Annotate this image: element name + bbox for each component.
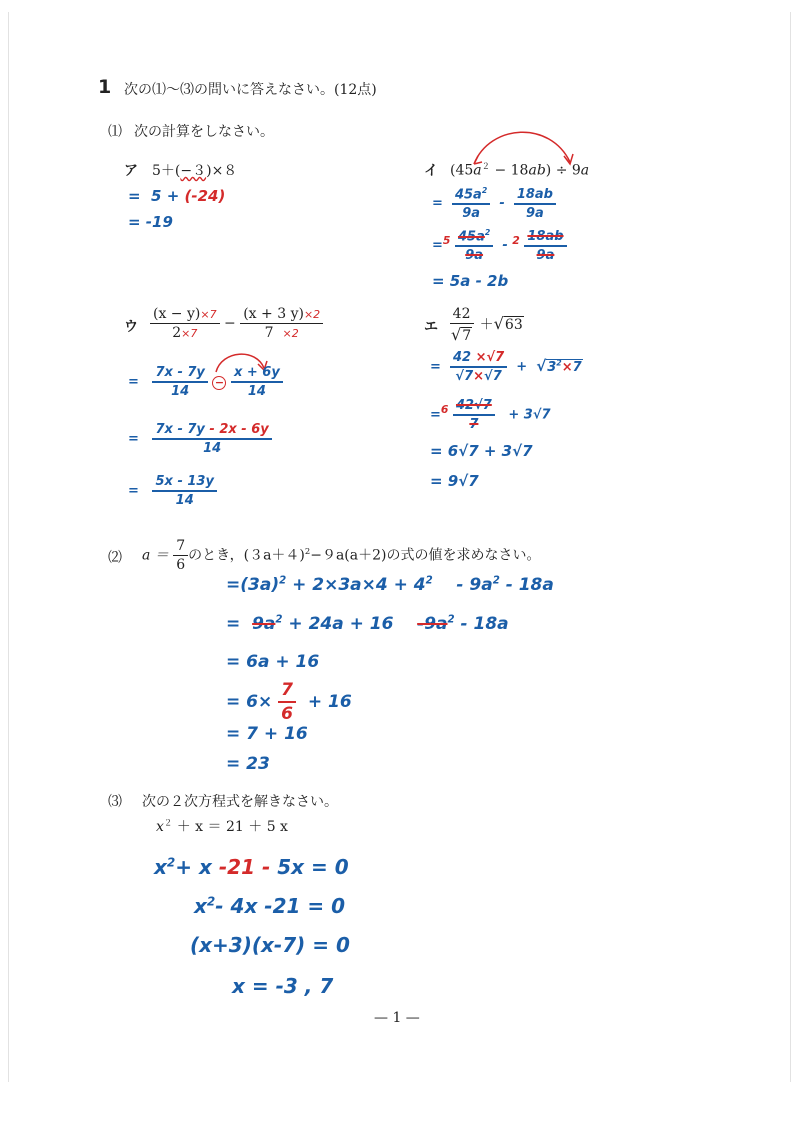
q3-problem — [156, 816, 288, 836]
q3-step1-r1: -21 — [211, 855, 255, 879]
q2-step4 — [226, 680, 352, 724]
q1e-step1-rad-exp: 2 — [556, 358, 562, 368]
q1e-step1-rad-b: 7 — [572, 359, 582, 375]
q1u-problem-m1d: ×7 — [181, 327, 198, 340]
q1u-step1-n1: 7x - 7y — [152, 365, 207, 383]
q3-problem-x: x — [156, 819, 164, 835]
q1e-step1-n-red: ×√7 — [471, 350, 505, 365]
q1e-step4: = 9√7 — [430, 472, 479, 490]
q1e-label: エ — [424, 319, 438, 335]
q1i-step1-n2: 18ab — [514, 187, 556, 205]
q1a-step2: = -19 — [128, 213, 173, 231]
q1i-step1 — [432, 186, 556, 221]
q1i-step1-n1: 45a — [454, 187, 482, 203]
q3-step1-a: + x — [175, 855, 212, 879]
q1e-step1-d2: 7 — [492, 369, 502, 384]
q1e-problem-plus: ＋ — [479, 317, 494, 333]
q1u-step1-d1: 14 — [171, 384, 190, 399]
q1u-step1-minus-circled: − — [212, 376, 226, 390]
q2-step3: = 6a + 16 — [226, 652, 320, 672]
q1u-problem-frac1 — [150, 306, 220, 341]
q1a-label: ア — [124, 163, 138, 179]
q1i-step2-cancel5: 5 — [442, 233, 451, 247]
q2-step2-eq: = — [226, 614, 241, 634]
q1a-step1-eq: = — [128, 187, 141, 205]
q3-step1 — [154, 855, 349, 879]
q1i-step2-n1-exp: 2 — [484, 228, 491, 237]
q1i-label: イ — [424, 163, 438, 179]
q2-problem-part2: のとき，(３a＋４) — [188, 547, 305, 564]
q3-label: ⑶ — [108, 794, 122, 810]
q2-problem — [142, 538, 541, 573]
q1u-problem-d1: 2 — [172, 325, 182, 341]
q1e-step2-n: 42√7 — [453, 398, 495, 416]
q1i-problem — [450, 160, 589, 179]
q1i-step2-eq: = — [432, 238, 443, 254]
q2-step4-fd: 6 — [281, 704, 294, 724]
q1u-problem-m1: ×7 — [200, 308, 217, 321]
q1u-step3-eq: = — [128, 483, 139, 499]
q1a-step1-red: (-24) — [184, 187, 226, 205]
q1a-problem-part2: )×８ — [206, 163, 238, 179]
q1i-step2-frac2 — [524, 229, 566, 263]
q1u-step3 — [128, 474, 217, 508]
q3-step1-x: x — [154, 855, 167, 879]
q2-problem-frac — [173, 538, 188, 573]
q2-step2-t1: 9a — [252, 614, 276, 634]
q1u-step1 — [128, 365, 283, 399]
q1a-step1-five: 5 + — [151, 187, 180, 205]
q1u-problem-n2: (x + 3 y) — [243, 306, 304, 322]
q1u-step1-frac2 — [231, 365, 283, 399]
q1-instruction: 次の計算をしなさい。 — [134, 124, 274, 140]
q1e-step1-rad-a: 3 — [547, 359, 557, 375]
q1i-step1-minus: - — [499, 196, 505, 212]
q1i-step1-frac1 — [452, 186, 490, 221]
q3-step1-exp: 2 — [166, 855, 176, 870]
q1i-step1-d2: 9a — [525, 205, 544, 221]
q1a-step1 — [128, 187, 225, 205]
q1e-step1: = $\frac{42 \times√7}{√7\times√7}$ + $√3^2\times 7$ — [430, 350, 582, 384]
q2-step1 — [226, 575, 554, 595]
q1e-problem: $\frac{42}{√7}$ ＋√63 — [448, 306, 524, 344]
q1u-problem-n1: (x − y) — [153, 306, 201, 322]
q1u-label: ウ — [124, 319, 138, 335]
q1i-problem-var-a2: a — [580, 162, 590, 179]
q3-step4: x = -3 , 7 — [232, 974, 334, 998]
q2-step4-fn: 7 — [278, 680, 296, 703]
q2-step2-t4: - 18a — [460, 614, 509, 634]
q2-label: ⑵ — [108, 550, 122, 566]
q3-step2-x: x — [194, 894, 207, 918]
q2-problem-exp: 2 — [304, 545, 311, 556]
q1i-step3: = 5a - 2b — [432, 272, 509, 290]
q1i-problem-exp: ２ — [481, 161, 491, 171]
page-edge-left — [8, 12, 9, 1082]
q1u-step3-d: 14 — [175, 493, 194, 508]
q2-problem-fn: 7 — [173, 538, 188, 556]
q1u-step3-frac — [152, 474, 216, 508]
q2-step6: = 23 — [226, 754, 270, 774]
q1u-problem — [150, 306, 323, 341]
q1e-step2 — [430, 398, 551, 432]
q2-problem-fd: 6 — [176, 557, 186, 573]
q3-step1-r2: - — [255, 855, 278, 879]
q2-problem-part3: −９a(a＋2)の式の値を求めなさい。 — [310, 547, 541, 564]
q3-step2-exp: 2 — [206, 894, 216, 909]
q1e-step2-frac — [453, 398, 495, 432]
q1e-step1-frac: $\frac{42 \times√7}{√7\times√7}$ — [450, 350, 507, 384]
q2-step1-d: - 18a — [505, 575, 554, 595]
problem-number: 1 — [98, 76, 112, 98]
page-number: — 1 — — [374, 1010, 420, 1026]
header-instruction: 次の⑴〜⑶の問いに答えなさい。(12点) — [124, 82, 377, 98]
q1e-step2-plus: + 3√7 — [508, 407, 551, 423]
q1e-step1-plus: + — [516, 359, 528, 375]
q1u-step1-frac1 — [152, 365, 207, 399]
q1e-step1-d-red: × — [473, 369, 485, 384]
q1i-step2 — [432, 228, 567, 263]
q1u-problem-frac2 — [240, 306, 323, 341]
q1u-step1-n2: x + 6y — [231, 365, 283, 383]
q2-step1-b-exp: 2 — [425, 575, 433, 587]
q1i-step2-frac1 — [455, 228, 493, 263]
q1u-step2-frac — [152, 422, 271, 456]
q3-step2-a: - 4x -21 = 0 — [215, 894, 346, 918]
q1i-step2-n1: 45a — [457, 229, 485, 245]
q1u-problem-m2d: ×2 — [282, 327, 299, 340]
q2-step2 — [226, 614, 509, 634]
q2-step2-t3: -9a — [417, 614, 448, 634]
q1i-problem-part1: (45 — [450, 162, 474, 179]
q1e-step1-rad-red: × — [561, 359, 573, 375]
q1i-step2-d1: 9a — [465, 248, 484, 264]
q2-problem-part1: a ＝ — [142, 547, 169, 564]
q1u-step2-eq: = — [128, 431, 139, 447]
q2-step4-plus: + 16 — [307, 692, 352, 712]
q1-label: ⑴ — [108, 124, 122, 140]
q1e-problem-frac: $\frac{42}{√7}$ — [448, 306, 475, 344]
q1i-step2-n2: 18ab — [524, 229, 566, 247]
q2-step5: = 7 + 16 — [226, 724, 308, 744]
q1e-problem-rad2: 63 — [504, 317, 523, 333]
q1u-problem-d2: 7 — [264, 325, 274, 341]
q1i-step2-minus: - — [502, 238, 508, 254]
q1u-step1-eq: = — [128, 374, 139, 390]
q1i-step1-n1-exp: 2 — [481, 186, 488, 195]
q2-step1-b: + 2×3a×4 + 4 — [292, 575, 426, 595]
q1a-problem-neg: −３ — [180, 163, 207, 179]
q1u-step2-d: 14 — [203, 441, 222, 456]
q1i-step2-cancel2: 2 — [512, 233, 520, 247]
q1u-step3-n: 5x - 13y — [152, 474, 216, 492]
q2-step1-c-exp: 2 — [492, 575, 500, 587]
q1e-step1-d1: 7 — [464, 369, 474, 384]
q1e-problem-n: 42 — [450, 306, 474, 324]
q3-step1-b: 5x = 0 — [277, 855, 349, 879]
q1i-step1-frac2 — [514, 187, 556, 221]
page-edge-right — [790, 12, 791, 1082]
q1u-step2-n-blue: 7x - 7y — [155, 422, 205, 437]
q3-step2 — [194, 894, 345, 918]
q1u-step2 — [128, 422, 272, 456]
q1a-problem-part1: 5＋( — [152, 163, 181, 179]
q1i-problem-var-a: a — [473, 162, 482, 179]
q3-instruction: 次の２次方程式を解きなさい。 — [142, 794, 338, 810]
q2-step2-t1-exp: 2 — [275, 614, 283, 626]
q1i-step1-d1: 9a — [462, 206, 481, 222]
q2-step2-t2: + 24a + 16 — [288, 614, 394, 634]
q1u-problem-minus: − — [224, 315, 236, 332]
q1u-problem-m2: ×2 — [303, 308, 321, 321]
q1e-step1-eq: = — [430, 359, 441, 375]
q2-step1-a: =(3a) — [226, 575, 280, 595]
q1e-step3: = 6√7 + 3√7 — [430, 442, 533, 460]
q1e-problem-d-rad: 7 — [462, 328, 472, 344]
q1i-problem-var-ab: ab — [528, 162, 546, 179]
q2-step1-c: - 9a — [456, 575, 493, 595]
q2-step4-frac — [278, 680, 296, 724]
q1i-step1-eq: = — [432, 196, 443, 212]
q1a-problem — [152, 160, 237, 180]
q3-problem-exp: ２ — [163, 817, 173, 828]
q1e-step2-cancel6: 6 — [440, 403, 449, 417]
q1i-problem-part4: ) ÷ 9 — [545, 162, 581, 179]
q1u-step1-d2: 14 — [247, 384, 266, 399]
q3-step3: (x+3)(x-7) = 0 — [190, 933, 350, 957]
q2-step4-eq: = 6× — [226, 692, 273, 712]
q1u-step2-n-red: - 2x - 6y — [204, 422, 269, 437]
q2-step1-a-exp: 2 — [279, 575, 287, 587]
q1e-step1-n-a: 42 — [452, 350, 472, 365]
q2-step2-t3-exp: 2 — [447, 614, 455, 626]
q1e-step2-eq: = — [430, 407, 441, 423]
q1e-step2-d: 7 — [469, 417, 479, 432]
q3-problem-rest: ＋ x ＝ 21 ＋ 5 x — [172, 819, 288, 835]
q1i-step2-d2: 9a — [536, 247, 555, 263]
q1i-problem-part3: − 18 — [490, 162, 529, 179]
